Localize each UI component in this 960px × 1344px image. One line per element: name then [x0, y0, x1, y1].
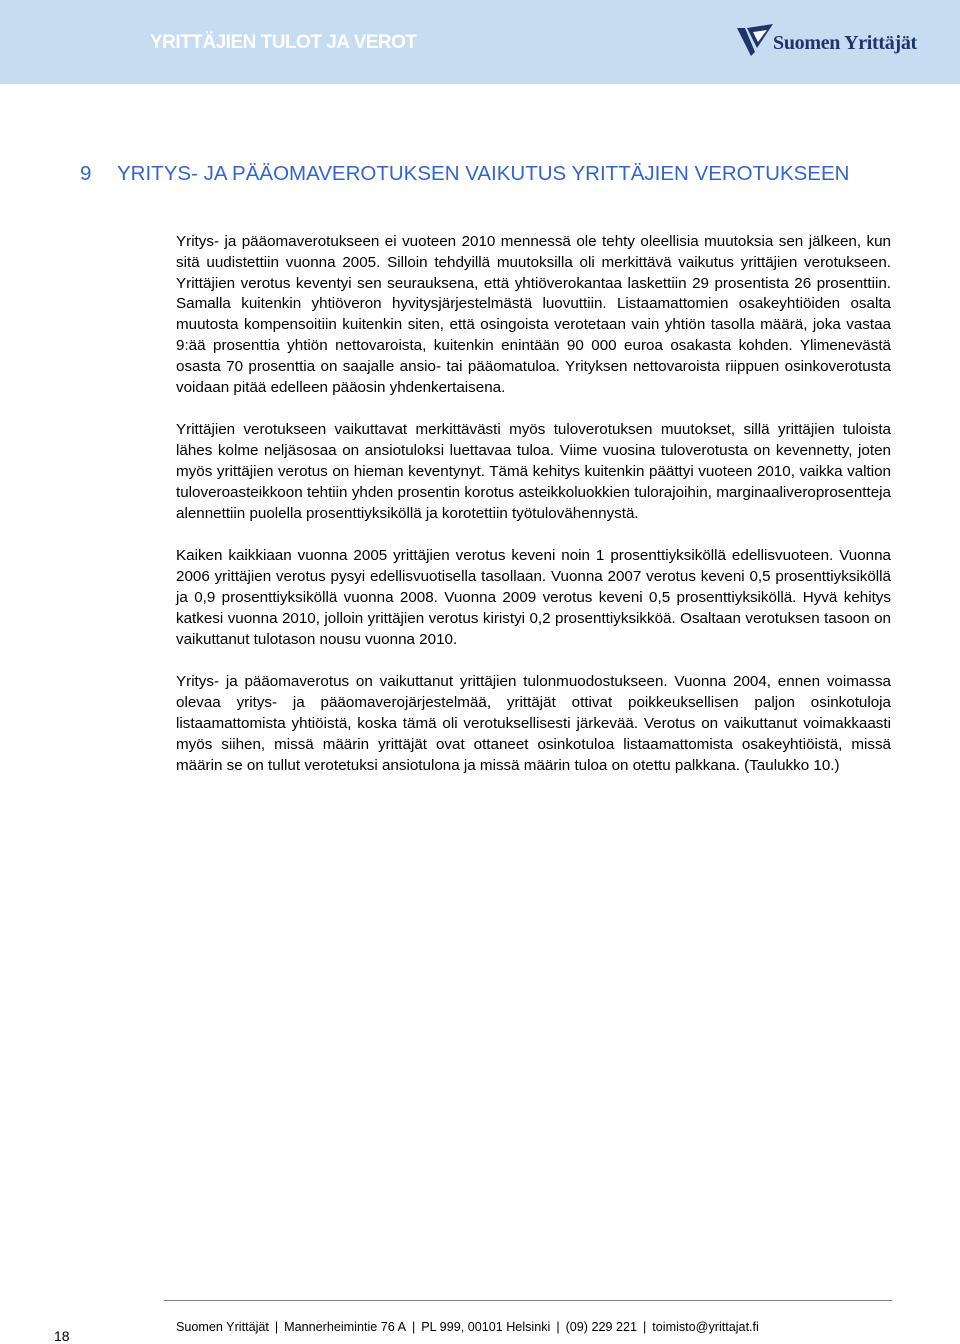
paragraph-1: Yritys- ja pääomaverotukseen ei vuoteen 2010 mennessä ole tehty oleellisia muutoksia sen jälkeen, kun sitä uudistettiin vuonna 2005. Silloin tehdyillä muutoksilla oli merkittävä vaikutus yrittäjien verotukseen. Yrittäjien verotus keventyi sen seurauksena, että yhtiöverokantaa laskettiin 29 prosentista 26 prosenttiin. Samalla kuitenkin yhtiöveron hyvitysjärjestelmästä luovuttiin. Listaamattomien osakeyhtiöiden osalta muutosta kompensoitiin kuitenkin siten, että osingoista verotetaan vain yhtiön tasolla määrä, joka vastaa 9:ää prosenttia yhtiön nettovaroista, kuitenkin enintään 90 000 euroa osakasta kohden. Ylimenevästä osasta 70 prosenttia on saajalle ansio- tai pääomatuloa. Yrityksen nettovaroista riippuen osinkoverotusta voidaan pitää edelleen pääosin yhdenkertaisena.	[176, 233, 891, 396]
page-header	[0, 0, 960, 84]
chapter-number: 9	[80, 162, 92, 185]
paragraph-4: Yritys- ja pääomaverotus on vaikuttanut yrittäjien tulonmuodostukseen. Vuonna 2004, ennen voimassa olevaa yritys- ja pääomaverojärjestelmää, yrittäjät ottivat poikkeuksellisen paljon osinkotuloja listaamattomista yhtiöistä, koska tämä oli verotuksellisesti järkevää. Verotus on vaikuttanut voimakkaasti myös siihen, missä määrin yrittäjät ovat ottaneet osinkotuloa listaamattomista osakeyhtiöistä, missä määrin se on tullut verotetuksi ansiotulona ja missä määrin tuloa on otettu palkkana. (Taulukko 10.)	[176, 673, 891, 774]
footer-separator: |	[643, 1320, 647, 1334]
footer-phone: (09) 229 221	[565, 1320, 638, 1334]
logo-mark-icon	[735, 22, 775, 62]
footer-separator: |	[411, 1320, 416, 1334]
footer-address: Mannerheimintie 76 A	[284, 1320, 406, 1334]
footer-organization: Suomen Yrittäjät	[176, 1320, 269, 1334]
paragraph-2: Yrittäjien verotukseen vaikuttavat merkittävästi myös tuloverotuksen muutokset, sillä yrittäjien tuloista lähes kolme neljäsosaa on ansiotuloksi luettavaa tuloa. Viime vuosina tuloverotusta on kevennetty, joten myös yrittäjien verotus on hieman keventynyt. Tämä kehitys kuitenkin päättyi vuoteen 2010, vaikka valtion tuloveroasteikkoon tehtiin yhden prosentin korotus asteikkoluokkien tulorajoihin, marginaaliveroprosentteja alennettiin puolella prosenttiyksiköllä ja korotettiin työtulovähennystä.	[176, 421, 891, 522]
suomen-yrittajat-logo	[735, 22, 935, 62]
footer-po-box: PL 999, 00101 Helsinki	[421, 1320, 551, 1334]
footer-separator: |	[274, 1320, 279, 1334]
paragraph-3: Kaiken kaikkiaan vuonna 2005 yrittäjien verotus keveni noin 1 prosenttiyksiköllä edellisvuoteen. Vuonna 2006 yrittäjien verotus pysyi edellisvuotisella tasollaan. Vuonna 2007 verotus keveni 0,5 prosenttiyksiköllä ja 0,9 prosenttiyksiköllä vuonna 2008. Vuonna 2009 verotus keveni 0,5 prosenttiyksiköllä. Hyvä kehitys katkesi vuonna 2010, jolloin yrittäjien verotus kiristyi 0,2 prosenttiyksikköä. Osaltaan verotuksen tasoon on vaikuttanut tulotason nousu vuonna 2010.	[176, 547, 891, 648]
page-number: 18	[54, 1328, 70, 1344]
body-text	[176, 232, 891, 798]
logo-wordmark: Suomen Yrittäjät	[773, 32, 917, 54]
chapter-title: YRITYS- JA PÄÄOMAVEROTUKSEN VAIKUTUS YRITTÄJIEN VEROTUKSEEN	[117, 162, 850, 185]
running-header-title: YRITTÄJIEN TULOT JA VEROT	[150, 32, 417, 53]
footer-email-link[interactable]: toimisto@yrittajat.fi	[652, 1320, 759, 1334]
footer-separator: |	[556, 1320, 560, 1334]
footer-contact	[176, 1320, 759, 1334]
footer-divider	[164, 1300, 892, 1301]
